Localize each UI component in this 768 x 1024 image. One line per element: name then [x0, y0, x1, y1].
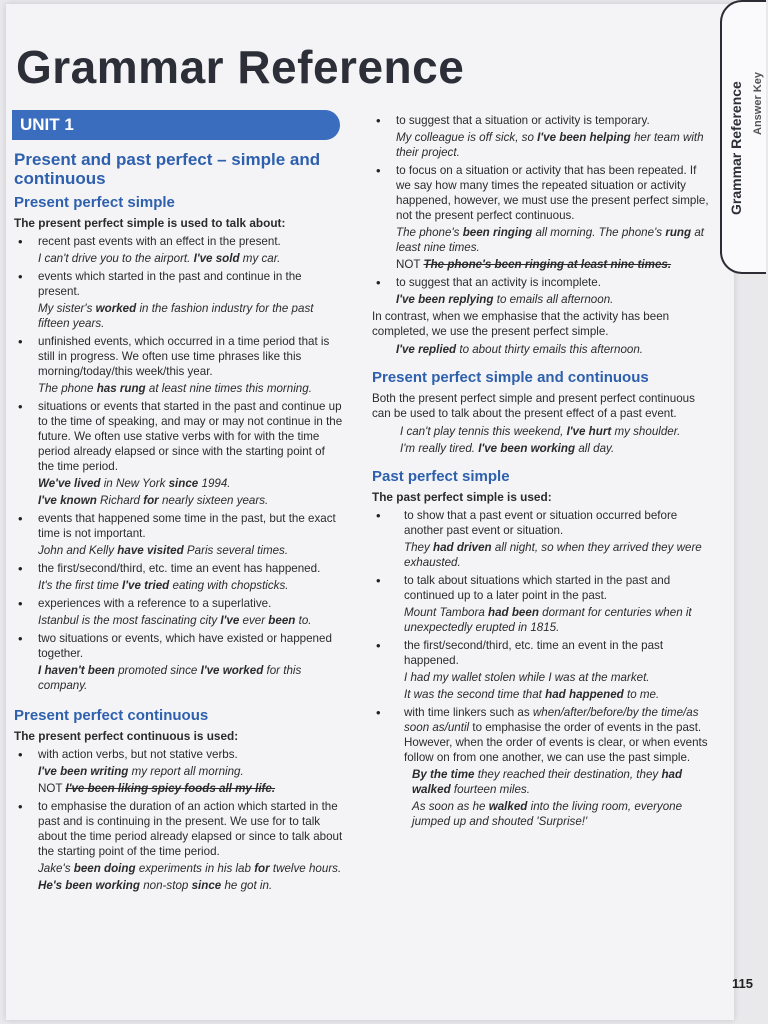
pastps-example-2: Mount Tambora had been dormant for centuries when it unexpectedly erupted in 1815. — [404, 606, 692, 634]
pastps-example-3a: I had my wallet stolen while I was at the market. — [404, 671, 650, 684]
ppsc-example-2: I'm really tired. I've been working all day. — [400, 442, 615, 455]
ppsc-body: Both the present perfect simple and present perfect continuous can be used to talk about the present effect of a past event. — [372, 392, 695, 420]
ppc-heading: Present perfect continuous — [14, 707, 209, 724]
pastps-heading: Past perfect simple — [372, 468, 510, 485]
pps-example-3: The phone has rung at least nine times this morning. — [38, 382, 312, 395]
ppsc-example-1: I can't play tennis this weekend, I've hurt my shoulder. — [400, 425, 681, 438]
pps-bullet-6: • the first/second/third, etc. time an event has happened. — [14, 561, 344, 576]
pastps-lead: The past perfect simple is used: — [372, 490, 552, 504]
ppc-bullet-5: • to suggest that an activity is incomplete. — [372, 275, 712, 290]
right-column — [372, 110, 712, 829]
ppc-not-example-1: NOT I've been liking spicy foods all my life. — [38, 782, 276, 795]
ppc-not-example-4: NOT The phone's been ringing at least nine times. — [396, 258, 672, 271]
pps-bullet-7: • experiences with a reference to a superlative. — [14, 596, 344, 611]
pps-example-1: I can't drive you to the airport. I've sold my car. — [38, 252, 281, 265]
ppc-example-4: The phone's been ringing all morning. The phone's rung at least nine times. — [396, 226, 704, 254]
ppc-example-2a: Jake's been doing experiments in his lab for twelve hours. — [38, 862, 342, 875]
ppc-example-3: My colleague is off sick, so I've been helping her team with their project. — [396, 131, 704, 159]
pps-lead: The present perfect simple is used to talk about: — [14, 216, 286, 230]
pastps-bullet-2: • to talk about situations which started in the past and continued up to a later point in the past. — [372, 573, 712, 603]
pps-bullet-4: • situations or events that started in the past and continue up to the time of speaking, and may or may not continue in the future. We often use stative verbs with for with the time period already elapsed or since with the starting point of the time period. — [14, 399, 344, 474]
unit-label: UNIT 1 — [12, 110, 340, 140]
pps-example-6: It's the first time I've tried eating with chopsticks. — [38, 579, 289, 592]
section-title: Present and past perfect – simple and continuous — [14, 150, 321, 188]
contrast-example: I've replied to about thirty emails this afternoon. — [396, 343, 644, 356]
pastps-example-4a: By the time they reached their destination, they had walked fourteen miles. — [412, 768, 683, 796]
pps-example-5: John and Kelly have visited Paris several times. — [38, 544, 289, 557]
pastps-example-4b: As soon as he walked into the living room, everyone jumped up and shouted 'Surprise!' — [412, 800, 683, 828]
contrast-text: In contrast, when we emphasise that the activity has been completed, we use the present perfect simple. — [372, 310, 670, 338]
left-column — [14, 150, 344, 893]
pps-example-8: I haven't been promoted since I've worked for this company. — [38, 664, 302, 692]
ppc-bullet-2: • to emphasise the duration of an action which started in the past and is continuing in the present. We use for to talk about the time period already elapsed or since to talk about the starting point of the time period. — [14, 799, 344, 859]
side-tab-secondary-label: Answer Key — [752, 72, 764, 135]
pps-example-7: Istanbul is the most fascinating city I've ever been to. — [38, 614, 312, 627]
pps-example-4b: I've known Richard for nearly sixteen years. — [38, 494, 269, 507]
pastps-example-1: They had driven all night, so when they arrived they were exhausted. — [404, 541, 702, 569]
pps-example-2: My sister's worked in the fashion industry for the past fifteen years. — [38, 302, 314, 330]
page-number: 115 — [732, 976, 753, 991]
page-title: Grammar Reference — [16, 41, 465, 93]
pastps-bullet-1: • to show that a past event or situation occurred before another past event or situation. — [372, 508, 712, 538]
pastps-bullet-3: • the first/second/third, etc. time an event in the past happened. — [372, 638, 712, 668]
ppc-example-5: I've been replying to emails all afternoon. — [396, 293, 614, 306]
pastps-bullet-4: • with time linkers such as when/after/before/by the time/as soon as/until to emphasise the order of events in the past. However, when the order of events is clear, or when events follow on from one another, we can use the past simple. — [372, 705, 712, 765]
pps-bullet-2: • events which started in the past and continue in the present. — [14, 269, 344, 299]
ppc-example-2b: He's been working non-stop since he got in. — [38, 879, 273, 892]
pps-bullet-5: • events that happened some time in the past, but the exact time is not important. — [14, 511, 344, 541]
pps-bullet-1: • recent past events with an effect in the present. — [14, 234, 344, 249]
ppc-lead: The present perfect continuous is used: — [14, 729, 239, 743]
ppc-bullet-3: • to suggest that a situation or activity is temporary. — [372, 113, 712, 128]
ppc-example-1: I've been writing my report all morning. — [38, 765, 244, 778]
pps-bullet-3: • unfinished events, which occurred in a time period that is still in progress. We often use time phrases like this morning/today/this week/this year. — [14, 334, 344, 379]
pastps-example-3b: It was the second time that had happened to me. — [404, 688, 660, 701]
side-tab-label: Grammar Reference — [728, 81, 744, 215]
pps-heading: Present perfect simple — [14, 194, 175, 211]
pps-example-4a: We've lived in New York since 1994. — [38, 477, 231, 490]
pps-bullet-8: • two situations or events, which have existed or happened together. — [14, 631, 344, 661]
ppsc-heading: Present perfect simple and continuous — [372, 369, 649, 386]
ppc-bullet-1: • with action verbs, but not stative verbs. — [14, 747, 344, 762]
ppc-bullet-4: • to focus on a situation or activity that has been repeated. If we say how many times the repeated situation or activity happened, however, we must use the present perfect simple, not the present perfect continuous. — [372, 163, 712, 223]
